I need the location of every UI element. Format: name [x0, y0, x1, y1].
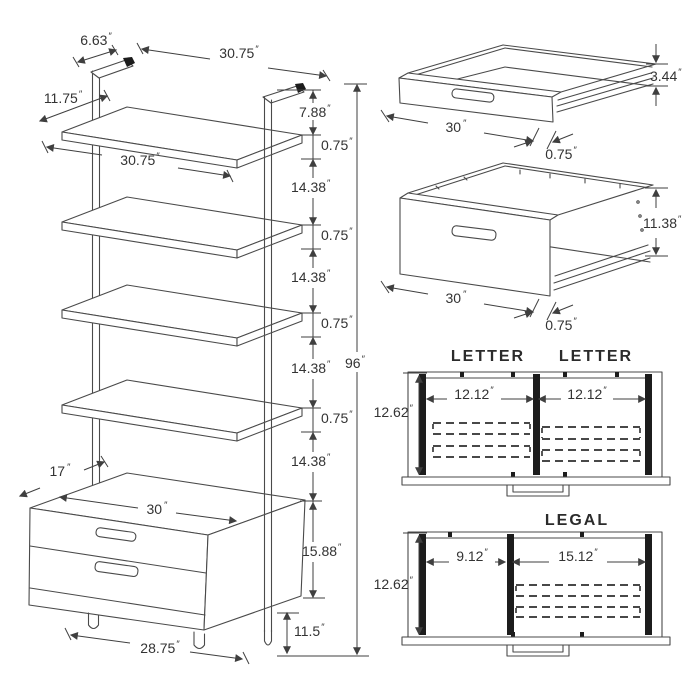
- dim-letter-left-width: 12.12″: [454, 385, 494, 402]
- dim-shelf-spacing-4: 14.38″: [291, 452, 331, 469]
- letter-divider: [533, 374, 540, 475]
- legal-title: LEGAL: [544, 512, 610, 529]
- legal-divider: [507, 534, 514, 635]
- letter-layout-drawing: [374, 348, 670, 496]
- shelf-4: [62, 380, 302, 441]
- letter-title-left: LETTER: [450, 348, 526, 365]
- dim-top-drawer-front-thickness: 0.75″: [545, 145, 577, 162]
- legal-layout-drawing: [374, 512, 670, 656]
- letter-drawer-handle: [507, 485, 569, 496]
- dim-shelf-spacing-1: 14.38″: [291, 178, 331, 195]
- dim-cabinet-height: 15.88″: [302, 542, 342, 559]
- dim-shelf-width: 30.75″: [120, 151, 160, 168]
- left-top-bracket: [91, 57, 135, 78]
- letter-hanging-files-left: [433, 423, 530, 457]
- right-top-bracket: [263, 83, 306, 103]
- dim-file-drawer-height: 11.38″: [643, 214, 682, 231]
- legal-hanging-files: [516, 585, 640, 617]
- dim-letter-right-width: 12.12″: [567, 385, 607, 402]
- dim-bracket-depth: 6.63″: [80, 31, 112, 48]
- shelf-1: [62, 107, 302, 168]
- cabinet-left-leg: [89, 613, 99, 629]
- dim-base-width: 28.75″: [140, 639, 180, 656]
- dim-letter-depth: 12.62″: [373, 403, 413, 420]
- dim-overall-height: 96″: [345, 354, 365, 371]
- dim-top-width: 30.75″: [219, 44, 259, 61]
- dim-top-drawer-width: 30 ″: [445, 118, 467, 135]
- file-drawer-drawing: [381, 163, 682, 333]
- dim-shelf-spacing-3: 14.38″: [291, 359, 331, 376]
- dim-top-drawer-height: 3.44″: [650, 67, 682, 84]
- cabinet-right-leg: [194, 632, 205, 649]
- legal-drawer-handle: [507, 645, 569, 656]
- dim-cabinet-depth: 17 ″: [49, 462, 71, 479]
- dim-cabinet-width: 30 ″: [146, 500, 168, 517]
- dim-shelf-spacing-2: 14.38″: [291, 268, 331, 285]
- dim-shelf-thickness-4: 0.75″: [321, 409, 353, 426]
- dim-legal-depth: 12.62″: [373, 575, 413, 592]
- shelf-3: [62, 285, 302, 346]
- dim-clearance-height: 11.5″: [294, 622, 325, 639]
- dim-legal-right-width: 15.12″: [558, 547, 598, 564]
- letter-title-right: LETTER: [558, 348, 634, 365]
- dim-shelf-thickness-2: 0.75″: [321, 226, 353, 243]
- letter-layout-dimensions: [374, 373, 645, 477]
- dim-top-to-first-shelf: 7.88″: [299, 103, 331, 120]
- top-drawer-drawing: [381, 44, 682, 162]
- ladder-shelf-drawing: [29, 57, 306, 649]
- dim-shelf-thickness-1: 0.75″: [321, 136, 353, 153]
- dim-legal-left-width: 9.12″: [456, 547, 488, 564]
- dim-shelf-thickness-3: 0.75″: [321, 314, 353, 331]
- dim-file-drawer-width: 30 ″: [445, 289, 467, 306]
- dim-post-inset: 11.75″: [43, 89, 83, 106]
- dim-file-drawer-front-thickness: 0.75″: [545, 316, 577, 333]
- letter-hanging-files-right: [542, 427, 640, 461]
- shelf-2: [62, 197, 302, 258]
